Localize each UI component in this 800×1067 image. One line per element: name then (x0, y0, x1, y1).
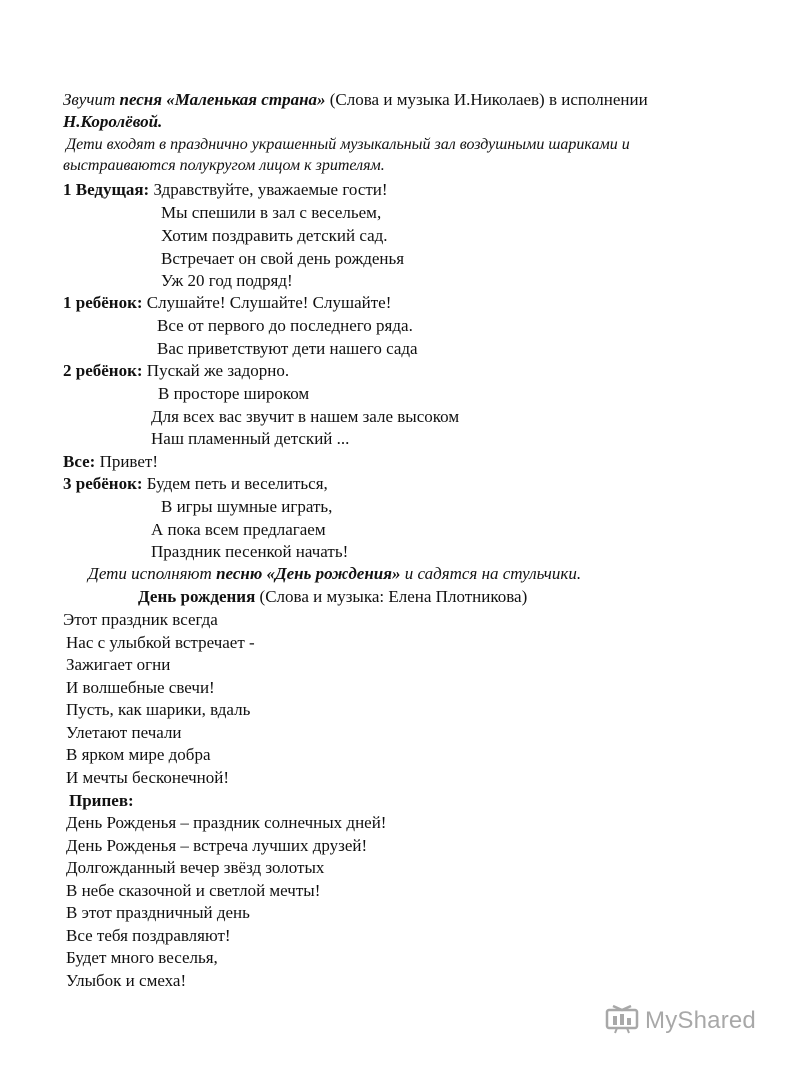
verse-line: Пусть, как шарики, вдаль (66, 700, 251, 719)
intro-credits: (Слова и музыка И.Николаев) в исполнении (325, 90, 648, 109)
verse-line: Нас с улыбкой встречает - (66, 633, 255, 652)
dialogue-text: Мы спешили в зал с весельем, (161, 203, 382, 222)
dialogue-text: Здравствуйте, уважаемые гости! (153, 180, 388, 199)
speaker-label: Все: (63, 452, 96, 471)
dialogue-text: В просторе широком (158, 384, 310, 403)
dialogue-line (63, 473, 328, 495)
chorus-line: День Рожденья – праздник солнечных дней! (66, 813, 387, 832)
intro-lead: Звучит (63, 90, 120, 109)
dialogue-text: Вас приветствуют дети нашего сада (157, 339, 418, 358)
verse-line: Улетают печали (66, 723, 182, 742)
dialogue-text: Пускай же задорно. (146, 361, 290, 380)
chorus-label: Припев: (69, 791, 134, 810)
speaker-label: 1 ребёнок: (63, 293, 143, 312)
verse-line: Этот праздник всегда (63, 610, 218, 629)
verse-line: И волшебные свечи! (66, 678, 215, 697)
verse-line: В ярком мире добра (66, 745, 211, 764)
speaker-label: 1 Ведущая: (63, 180, 150, 199)
chorus-line: В этот праздничный день (66, 903, 250, 922)
dialogue-text: Хотим поздравить детский сад. (161, 226, 388, 245)
stage2-tail: и садятся на стульчики. (400, 564, 582, 583)
dialogue-text: Наш пламенный детский ... (151, 429, 350, 448)
dialogue-line (63, 451, 158, 473)
chorus-line: В небе сказочной и светлой мечты! (66, 881, 321, 900)
chorus-line: День Рожденья – встреча лучших друзей! (66, 836, 368, 855)
stage2-lead: Дети исполняют (88, 564, 217, 583)
dialogue-line (63, 360, 289, 382)
dialogue-text: Все от первого до последнего ряда. (157, 316, 413, 335)
dialogue-text: Привет! (95, 452, 158, 471)
myshared-watermark[interactable] (605, 1003, 756, 1039)
speaker-label: 2 ребёнок: (63, 361, 143, 380)
myshared-logo-icon (605, 1004, 639, 1039)
chorus-line: Все тебя поздравляют! (66, 926, 231, 945)
song-title: День рождения (138, 587, 256, 606)
song-credits: (Слова и музыка: Елена Плотникова) (255, 587, 528, 606)
speaker-label: 3 ребёнок: (63, 474, 143, 493)
dialogue-text: В игры шумные играть, (161, 497, 333, 516)
chorus-line: Долгожданный вечер звёзд золотых (66, 858, 325, 877)
dialogue-text: Для всех вас звучит в нашем зале высоком (151, 407, 460, 426)
verse-line: И мечты бесконечной! (66, 768, 230, 787)
dialogue-line (63, 179, 388, 201)
intro-performer: Н.Королёвой. (63, 112, 163, 131)
dialogue-text: Слушайте! Слушайте! Слушайте! (146, 293, 392, 312)
dialogue-text: Праздник песенкой начать! (151, 542, 349, 561)
chorus-line: Будет много веселья, (66, 948, 218, 967)
dialogue-line (63, 292, 391, 314)
song-heading (138, 586, 527, 608)
stage-direction-1a: Дети входят в празднично украшенный музыкальный зал воздушными шариками и (66, 136, 630, 153)
intro-line (63, 89, 648, 111)
stage-direction-2 (88, 563, 581, 585)
stage2-song: песню «День рождения» (216, 564, 401, 583)
dialogue-text: Встречает он свой день рожденья (161, 249, 405, 268)
chorus-line: Улыбок и смеха! (66, 971, 187, 990)
dialogue-text: Будем петь и веселиться, (146, 474, 328, 493)
dialogue-text: Уж 20 год подряд! (161, 271, 293, 290)
stage-direction-1b: выстраиваются полукругом лицом к зрителям. (63, 157, 385, 174)
myshared-text: MyShared (645, 1007, 756, 1034)
verse-line: Зажигает огни (66, 655, 171, 674)
dialogue-text: А пока всем предлагаем (151, 520, 326, 539)
intro-song-title: песня «Маленькая страна» (119, 90, 326, 109)
